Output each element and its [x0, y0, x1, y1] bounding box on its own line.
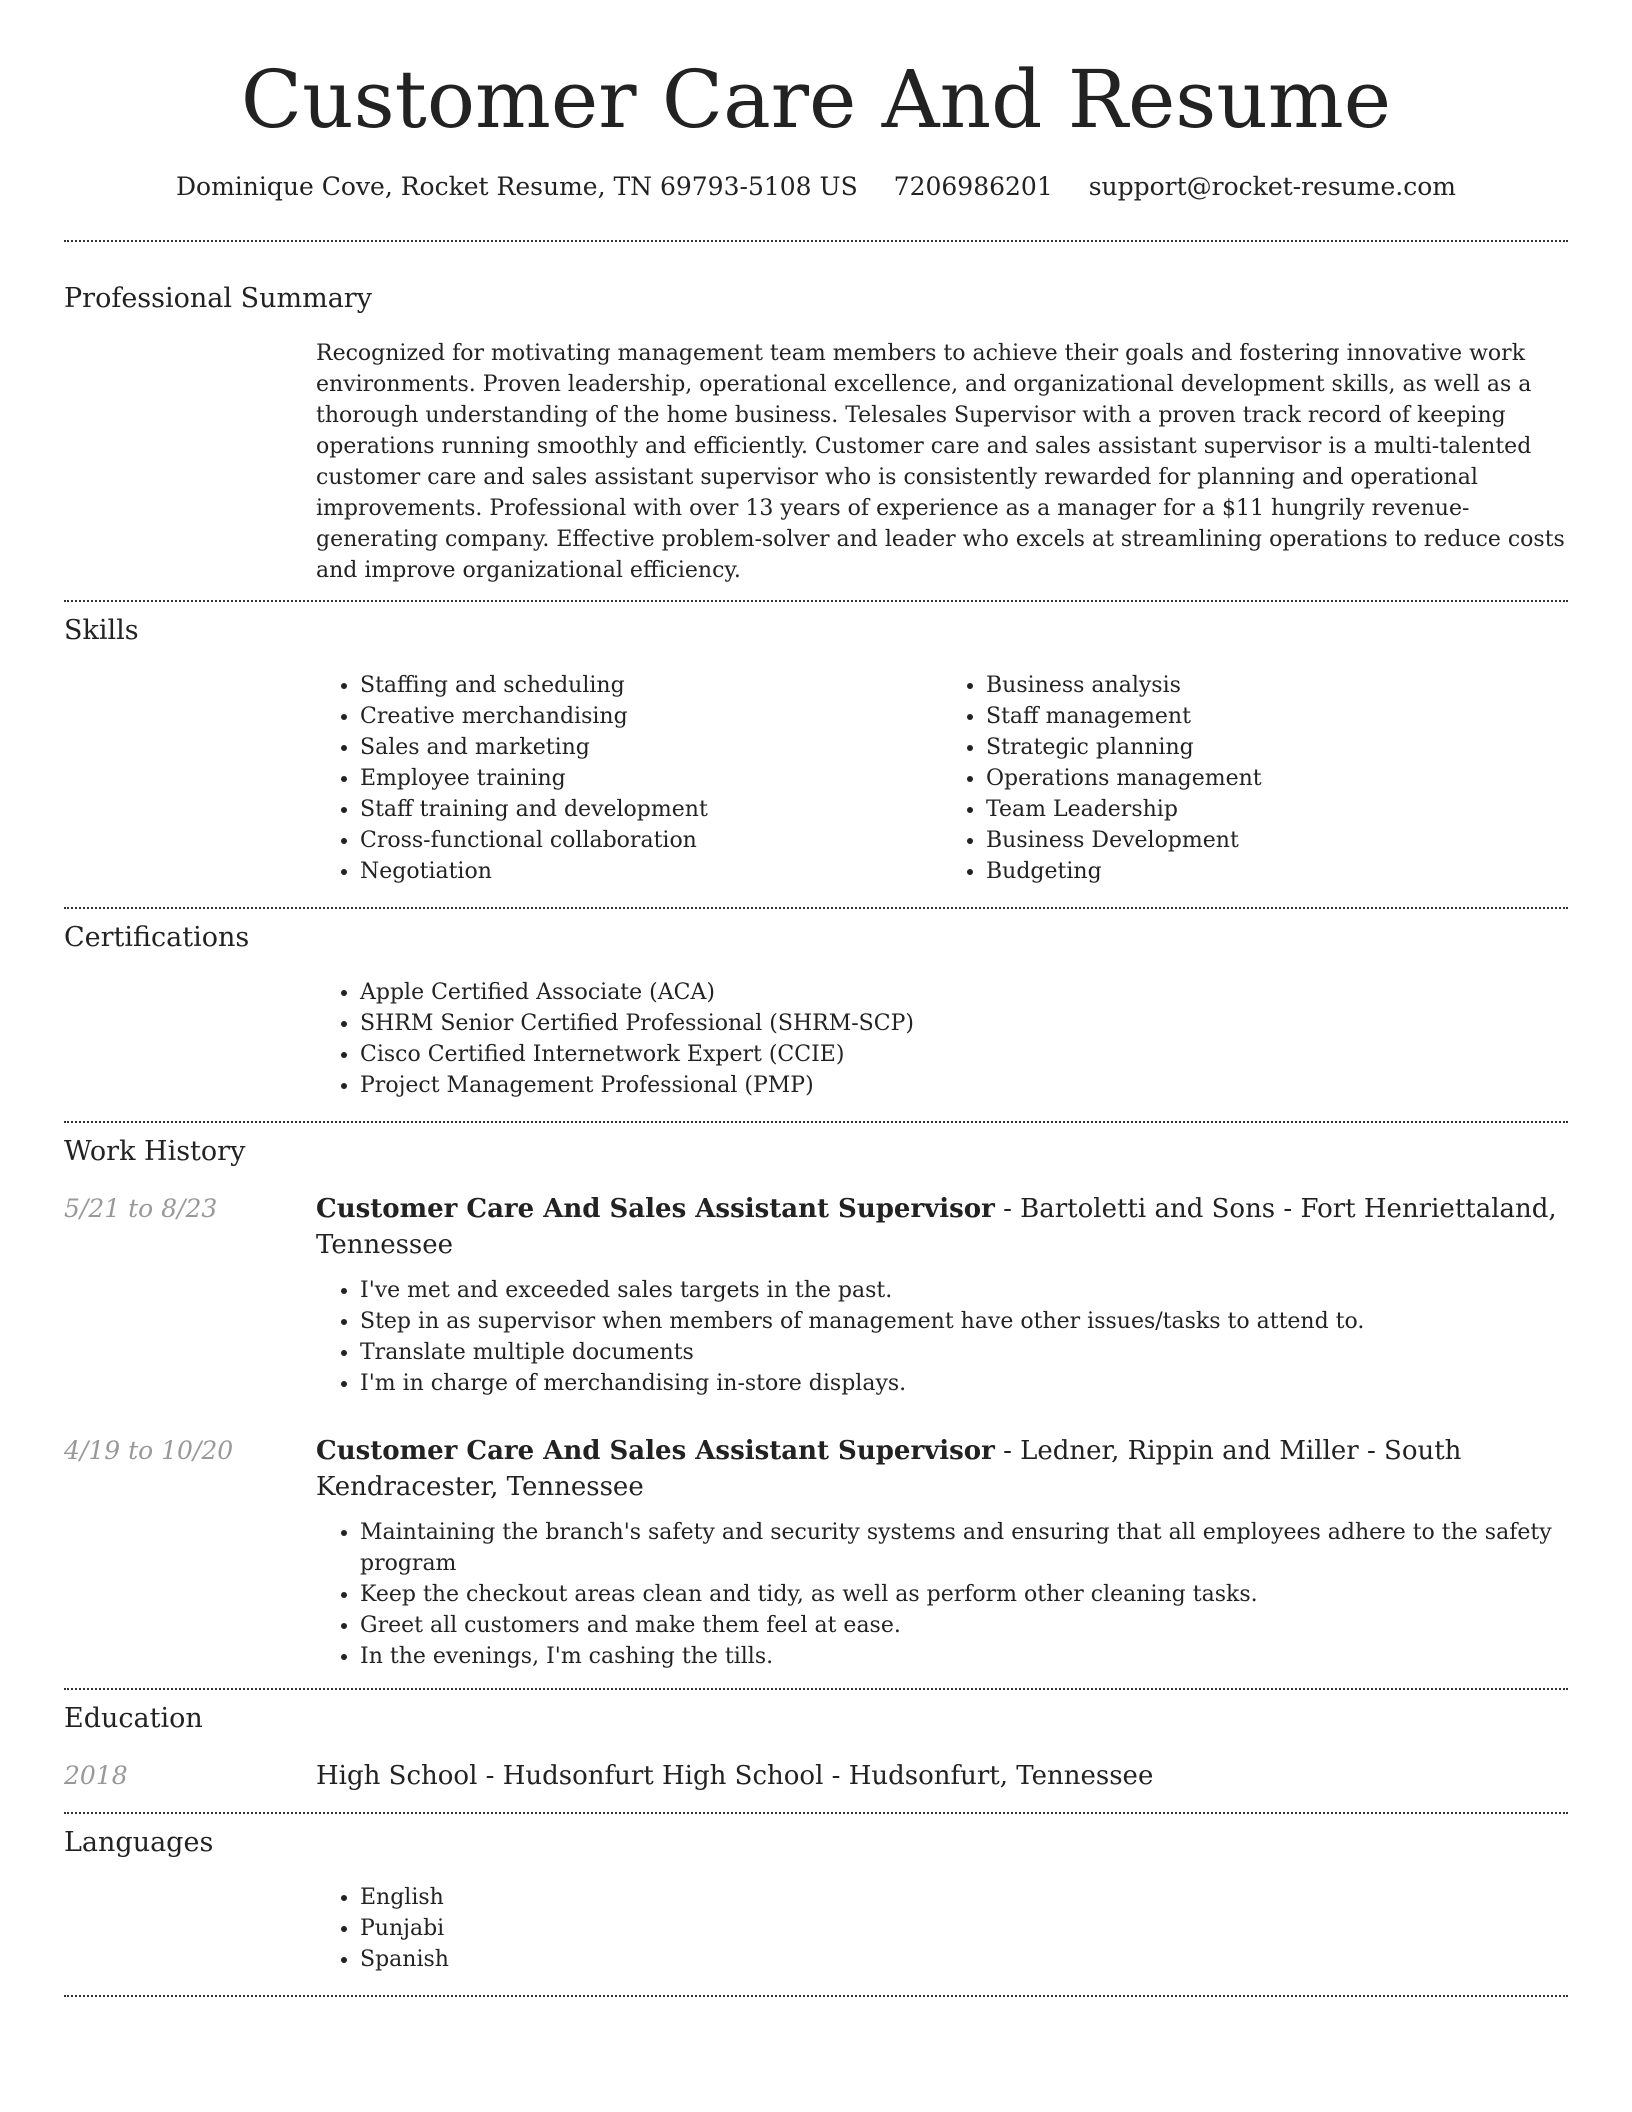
skill-item: • Employee training [360, 763, 942, 794]
job-title: Customer Care And Sales Assistant Supervisor [316, 1194, 995, 1224]
job-bullet: • Greet all customers and make them feel at ease. [360, 1610, 1568, 1641]
certification-item: • Apple Certified Associate (ACA) [360, 977, 1568, 1008]
section-title-skills: Skills [64, 615, 139, 646]
certifications-list [316, 977, 1568, 1101]
skills-list-left [316, 670, 942, 887]
job-bullet: • I've met and exceeded sales targets in the past. [360, 1275, 1568, 1306]
contact-line [64, 170, 1568, 204]
section-education [64, 1702, 1568, 1794]
job-heading [316, 1191, 1568, 1263]
job-dates: 5/21 to 8/23 [64, 1194, 218, 1223]
job-bullet: • In the evenings, I'm cashing the tills. [360, 1641, 1568, 1672]
education-entry [64, 1758, 1568, 1794]
section-divider [64, 240, 1568, 242]
skill-item: • Staff management [986, 701, 1568, 732]
job-details: - Ledner, Rippin and Miller - South Kendracester, Tennessee [316, 1436, 1462, 1502]
job-bullet: • Keep the checkout areas clean and tidy, as well as perform other cleaning tasks. [360, 1579, 1568, 1610]
skill-item: • Cross-functional collaboration [360, 825, 942, 856]
section-divider [64, 1812, 1568, 1814]
education-details: High School - Hudsonfurt High School - Hudsonfurt, Tennessee [316, 1761, 1154, 1791]
job-bullet: • Step in as supervisor when members of management have other issues/tasks to attend to. [360, 1306, 1568, 1337]
job-dates: 4/19 to 10/20 [64, 1436, 234, 1465]
section-summary [64, 282, 1568, 586]
job-bullets [316, 1517, 1568, 1672]
contact-address: Dominique Cove, Rocket Resume, TN 69793-5108 US [175, 172, 858, 201]
language-item: • Punjabi [360, 1913, 1568, 1944]
job-title: Customer Care And Sales Assistant Supervisor [316, 1436, 995, 1466]
skill-item: • Business analysis [986, 670, 1568, 701]
section-title-work: Work History [64, 1136, 246, 1167]
section-divider [64, 907, 1568, 909]
education-year: 2018 [64, 1761, 128, 1790]
job-bullets [316, 1275, 1568, 1399]
certification-item: • Cisco Certified Internetwork Expert (CCIE) [360, 1039, 1568, 1070]
skill-item: • Operations management [986, 763, 1568, 794]
skill-item: • Staffing and scheduling [360, 670, 942, 701]
contact-email: support@rocket-resume.com [1088, 172, 1456, 201]
contact-phone: 7206986201 [893, 172, 1053, 201]
section-divider [64, 1688, 1568, 1690]
job-bullet: • I'm in charge of merchandising in-store displays. [360, 1368, 1568, 1399]
skill-item: • Sales and marketing [360, 732, 942, 763]
section-title-summary: Professional Summary [64, 283, 372, 314]
section-divider [64, 1995, 1568, 1997]
languages-list [316, 1882, 1568, 1975]
certification-item: • Project Management Professional (PMP) [360, 1070, 1568, 1101]
skill-item: • Strategic planning [986, 732, 1568, 763]
language-item: • English [360, 1882, 1568, 1913]
section-title-certifications: Certifications [64, 922, 250, 953]
skills-columns [316, 670, 1568, 887]
job-bullet: • Translate multiple documents [360, 1337, 1568, 1368]
job-details: - Bartoletti and Sons - Fort Henriettaland, Tennessee [316, 1194, 1557, 1260]
section-work-history [64, 1135, 1568, 1672]
section-divider [64, 1121, 1568, 1123]
section-skills [64, 614, 1568, 887]
section-title-languages: Languages [64, 1827, 214, 1858]
skill-item: • Business Development [986, 825, 1568, 856]
skill-item: • Budgeting [986, 856, 1568, 887]
section-languages [64, 1826, 1568, 1975]
section-divider [64, 600, 1568, 602]
job-entry [64, 1191, 1568, 1263]
language-item: • Spanish [360, 1944, 1568, 1975]
certification-item: • SHRM Senior Certified Professional (SHRM-SCP) [360, 1008, 1568, 1039]
job-bullet: • Maintaining the branch's safety and security systems and ensuring that all employees adhere to the safety program [360, 1517, 1568, 1579]
skill-item: • Team Leadership [986, 794, 1568, 825]
job-entry [64, 1433, 1568, 1505]
skill-item: • Negotiation [360, 856, 942, 887]
resume-name: Customer Care And Resume [240, 53, 1392, 146]
summary-text: Recognized for motivating management team members to achieve their goals and fostering innovative work environments. Proven leadership, operational excellence, and organizational development skills, as well as a thorough understanding of the home business. Telesales Supervisor with a proven track record of keeping operations running smoothly and efficiently. Customer care and sales assistant supervisor is a multi-talented customer care and sales assistant supervisor who is consistently rewarded for planning and operational improvements. Professional with over 13 years of experience as a manager for a $11 hungrily revenue-generating company. Effective problem-solver and leader who excels at streamlining operations to reduce costs and improve organizational efficiency. [316, 341, 1565, 583]
section-certifications [64, 921, 1568, 1101]
skill-item: • Creative merchandising [360, 701, 942, 732]
job-heading [316, 1433, 1568, 1505]
skills-list-right [942, 670, 1568, 887]
skill-item: • Staff training and development [360, 794, 942, 825]
section-title-education: Education [64, 1703, 203, 1734]
